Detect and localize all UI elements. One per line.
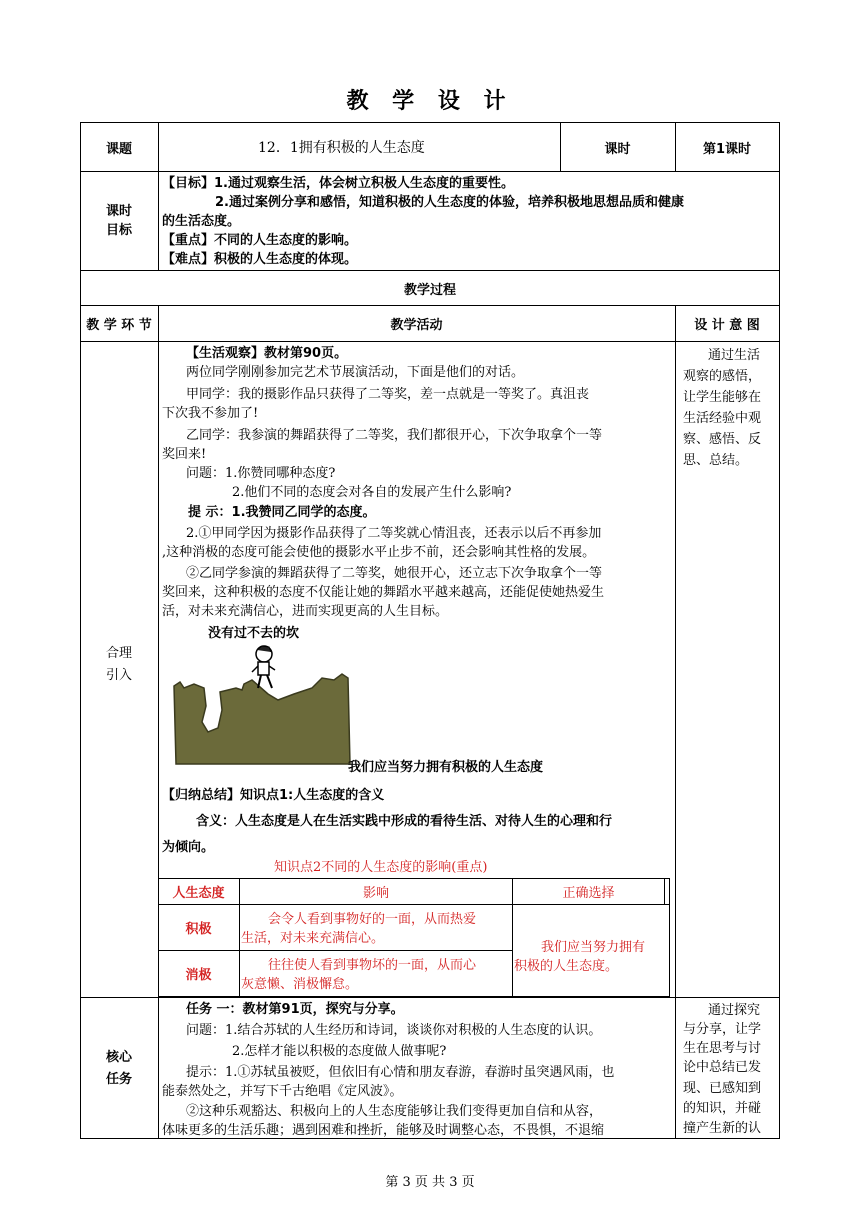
section1-label-line1: 合理 (105, 646, 132, 661)
hint-1: 提 示：1.我赞同乙同学的态度。 (188, 505, 376, 520)
objective-difficulty: 【难点】积极的人生态度的体现。 (162, 252, 358, 267)
summary-line1: 含义：人生态度是人在生活实践中形成的看待生活、对待人生的心理和行 (196, 814, 613, 829)
obstacle-illustration (172, 644, 352, 766)
intent1-line: 让学生能够在 (683, 390, 762, 405)
point2-title: 知识点2不同的人生态度的影响(重点) (274, 860, 488, 875)
hint-2-line2: ,这种消极的态度可能会使他的摄影水平止步不前，还会影响其性格的发展。 (162, 545, 596, 560)
page-footer: 第 3 页 共 3 页 (385, 1175, 475, 1190)
section2-label-line2: 任务 (105, 1072, 132, 1087)
row-positive-effect-line2: 生活，对未来充满信心。 (241, 931, 385, 946)
hint-2-line1: 2.①甲同学因为摄影作品获得了二等奖就心情沮丧，还表示以后不再参加 (186, 526, 602, 541)
section1-label (80, 640, 158, 690)
summary-title: 【归纳总结】知识点1:人生态度的含义 (162, 788, 385, 803)
col-intent: 设 计 意 图 (694, 317, 760, 333)
intent2-line: 论中总结已发 (683, 1060, 762, 1075)
intent2-line: 的知识，并碰 (683, 1101, 762, 1116)
intent1-line: 观察的感悟， (683, 369, 762, 384)
observe-title: 【生活观察】教材第90页。 (186, 346, 348, 361)
image-caption: 没有过不去的坎 (208, 626, 300, 641)
intent2-line: 通过探究 (708, 1003, 761, 1018)
task1-question1: 问题：1.结合苏轼的人生经历和诗词，谈谈你对积极的人生态度的认识。 (186, 1023, 602, 1038)
student-a-line2: 下次我不参加了! (162, 406, 259, 421)
section1-label-line2: 引入 (105, 668, 132, 683)
intent1-line: 生活经验中观 (683, 411, 762, 426)
task1-hint-line1: 提示：1.①苏轼虽被贬，但依旧有心情和朋友春游，春游时虽突遇风雨，也 (186, 1065, 615, 1080)
task1-question2: 2.怎样才能以积极的态度做人做事呢? (232, 1044, 447, 1059)
task1-hint-line4: 体味更多的生活乐趣；遇到困难和挫折，能够及时调整心态，不畏惧，不退缩 (162, 1123, 605, 1138)
topic-label: 课题 (105, 141, 132, 157)
row-negative-effect-line2: 灰意懒、消极懈怠。 (241, 977, 359, 992)
row-negative-type: 消极 (185, 968, 212, 983)
hint-3-line1: ②乙同学参演的舞蹈获得了二等奖，她很开心，还立志下次争取拿个一等 (186, 566, 603, 581)
col-stage: 教 学 环 节 (86, 317, 152, 333)
hint-3-line3: 活，对未来充满信心，进而实现更高的人生目标。 (162, 604, 449, 619)
image-conclusion: 我们应当努力拥有积极的人生态度 (348, 760, 544, 775)
objective-goal-2: 2.通过案例分享和感悟，知道积极的人生态度的体验，培养积极地思想品质和健康 (215, 195, 684, 210)
student-a-line1: 甲同学：我的摄影作品只获得了二等奖，差一点就是一等奖了。真沮丧 (186, 387, 590, 402)
intent2-line: 生在思考与讨 (683, 1041, 762, 1056)
row-negative-effect-line1: 往往使人看到事物坏的一面，从而心 (268, 958, 477, 973)
task1-hint-line3: ②这种乐观豁达、积极向上的人生态度能够让我们变得更加自信和从容， (186, 1104, 603, 1119)
objectives-label (80, 171, 158, 270)
intent1-line: 通过生活 (708, 348, 761, 363)
objectives-label-line2: 目标 (105, 222, 132, 238)
question-2: 2.他们不同的态度会对各自的发展产生什么影响? (232, 485, 512, 500)
choice-line1: 我们应当努力拥有 (541, 940, 646, 955)
boy-figure (252, 646, 275, 688)
document-title: 教 学 设 计 (346, 89, 514, 114)
objective-goal-2-cont: 的生活态度。 (162, 214, 241, 229)
summary-line2: 为倾向。 (162, 840, 215, 855)
task1-hint-line2: 能泰然处之，并写下千古绝唱《定风波》。 (162, 1084, 403, 1099)
intent2-line: 与分享，让学 (683, 1022, 762, 1037)
topic-value: 12．1拥有积极的人生态度 (258, 140, 425, 156)
intent1-line: 思、总结。 (683, 453, 749, 468)
observe-line: 两位同学刚刚参加完艺术节展演活动，下面是他们的对话。 (186, 365, 525, 380)
task1-title: 任务 一：教材第91页，探究与分享。 (186, 1002, 404, 1017)
student-b-line2: 奖回来! (162, 447, 207, 462)
objectives-label-line1: 课时 (105, 203, 132, 219)
intent1-line: 察、感悟、反 (683, 432, 762, 447)
choice-line2: 积极的人生态度。 (514, 959, 619, 974)
question-1: 问题：1.你赞同哪种态度? (186, 466, 336, 481)
student-b-line1: 乙同学：我参演的舞蹈获得了二等奖，我们都很开心，下次争取拿个一等 (186, 428, 603, 443)
process-title: 教学过程 (403, 282, 456, 298)
hint-3-line2: 奖回来，这种积极的态度不仅能让她的舞蹈水平越来越高，还能促使她热爱生 (162, 585, 605, 600)
intent2-line: 撞产生新的认 (683, 1121, 762, 1136)
row-positive-effect-line1: 会令人看到事物好的一面，从而热爱 (268, 912, 477, 927)
th-choice: 正确选择 (562, 886, 615, 901)
objective-goal-1: 【目标】1.通过观察生活，体会树立积极人生态度的重要性。 (162, 176, 514, 191)
th-attitude: 人生态度 (172, 886, 225, 901)
section2-label-line1: 核心 (105, 1050, 132, 1065)
period-label: 课时 (604, 141, 631, 157)
col-activity: 教学活动 (390, 317, 443, 333)
intent2-line: 现、已感知到 (683, 1081, 762, 1096)
section2-label (80, 1044, 158, 1094)
row-positive-type: 积极 (185, 922, 212, 937)
period-value: 第1课时 (702, 141, 752, 157)
objective-focus: 【重点】不同的人生态度的影响。 (162, 233, 358, 248)
th-effect: 影响 (362, 886, 389, 901)
